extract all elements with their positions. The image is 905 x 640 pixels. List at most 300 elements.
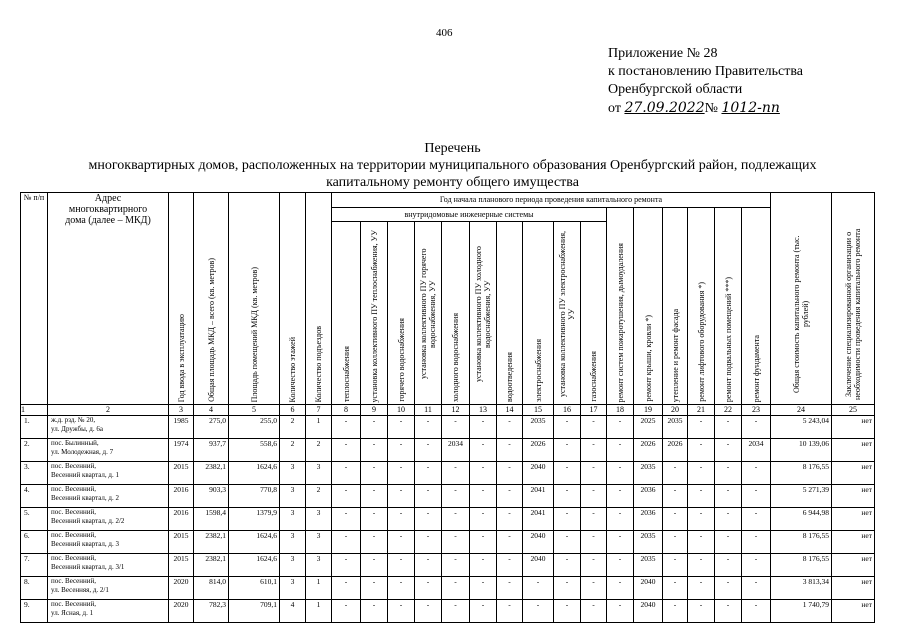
column-number: 6 bbox=[280, 405, 306, 416]
row-hot-water-meter: - bbox=[415, 462, 442, 485]
row-cold-water: - bbox=[442, 416, 470, 439]
row-cold-water-meter: - bbox=[470, 508, 497, 531]
row-heating-meter: - bbox=[361, 485, 388, 508]
row-basement: - bbox=[715, 554, 742, 577]
column-number: 25 bbox=[832, 405, 875, 416]
column-number: 19 bbox=[634, 405, 663, 416]
row-heating: - bbox=[332, 439, 361, 462]
row-premises-area: 558,6 bbox=[229, 439, 280, 462]
column-number-row bbox=[21, 405, 875, 416]
row-total-area: 1598,4 bbox=[194, 508, 229, 531]
row-address bbox=[48, 416, 169, 439]
row-premises-area: 1624,6 bbox=[229, 554, 280, 577]
row-basement: - bbox=[715, 531, 742, 554]
row-roof: 2035 bbox=[634, 462, 663, 485]
row-foundation: - bbox=[742, 485, 771, 508]
row-cold-water: - bbox=[442, 462, 470, 485]
row-fire: - bbox=[607, 462, 634, 485]
row-heating-meter: - bbox=[361, 439, 388, 462]
appendix-block bbox=[608, 45, 803, 118]
column-number: 20 bbox=[663, 405, 688, 416]
row-hot-water-meter: - bbox=[415, 577, 442, 600]
row-entrances: 2 bbox=[306, 485, 332, 508]
row-total-area: 814,0 bbox=[194, 577, 229, 600]
row-electricity: 2041 bbox=[523, 508, 554, 531]
row-conclusion: нет bbox=[832, 462, 875, 485]
appendix-line3: Оренбургской области bbox=[608, 82, 743, 97]
appendix-date: 27.09.2022 bbox=[624, 100, 705, 116]
row-conclusion: нет bbox=[832, 485, 875, 508]
row-foundation: - bbox=[742, 531, 771, 554]
row-hot-water-meter: - bbox=[415, 416, 442, 439]
document-title bbox=[20, 140, 885, 191]
table-row bbox=[21, 600, 875, 623]
row-entrances: 3 bbox=[306, 508, 332, 531]
row-electricity: 2026 bbox=[523, 439, 554, 462]
row-roof: 2035 bbox=[634, 531, 663, 554]
row-fire: - bbox=[607, 600, 634, 623]
column-number: 4 bbox=[194, 405, 229, 416]
row-floors: 4 bbox=[280, 600, 306, 623]
row-heating-meter: - bbox=[361, 577, 388, 600]
row-foundation: - bbox=[742, 554, 771, 577]
header-premises-area: Площадь помещений МКД (кв. метров) bbox=[229, 193, 280, 405]
row-cold-water-meter: - bbox=[470, 531, 497, 554]
row-fire: - bbox=[607, 531, 634, 554]
row-premises-area: 709,1 bbox=[229, 600, 280, 623]
row-facade: - bbox=[663, 600, 688, 623]
row-foundation: - bbox=[742, 600, 771, 623]
row-heating: - bbox=[332, 600, 361, 623]
row-cold-water: - bbox=[442, 508, 470, 531]
column-number: 12 bbox=[442, 405, 470, 416]
row-premises-area: 255,0 bbox=[229, 416, 280, 439]
header-gas: газоснабжения bbox=[581, 222, 607, 405]
row-conclusion: нет bbox=[832, 600, 875, 623]
row-total-area: 275,0 bbox=[194, 416, 229, 439]
row-sewerage: - bbox=[497, 485, 523, 508]
row-heating: - bbox=[332, 577, 361, 600]
address-line2: Весенний квартал, д. 3 bbox=[51, 540, 119, 548]
row-elevator: - bbox=[688, 577, 715, 600]
row-gas: - bbox=[581, 600, 607, 623]
column-number: 1 bbox=[21, 405, 48, 416]
row-electricity-meter: - bbox=[554, 577, 581, 600]
header-cold-water-meter: установка коллективного ПУ холодного водоснабжения, УУ bbox=[470, 222, 497, 405]
address-line2: ул. Молодежная, д. 7 bbox=[51, 448, 114, 456]
row-electricity: 2040 bbox=[523, 462, 554, 485]
row-roof: 2036 bbox=[634, 485, 663, 508]
header-period-group: Год начала планового периода проведения капитального ремонта bbox=[332, 193, 771, 208]
row-gas: - bbox=[581, 485, 607, 508]
row-hot-water: - bbox=[388, 577, 415, 600]
row-cost: 6 944,98 bbox=[771, 508, 832, 531]
row-gas: - bbox=[581, 508, 607, 531]
row-fire: - bbox=[607, 554, 634, 577]
row-elevator: - bbox=[688, 531, 715, 554]
address-line2: ул. Весенняя, д. 2/1 bbox=[51, 586, 109, 594]
row-address bbox=[48, 600, 169, 623]
row-electricity: - bbox=[523, 600, 554, 623]
row-sewerage: - bbox=[497, 531, 523, 554]
row-roof: 2035 bbox=[634, 554, 663, 577]
row-facade: 2035 bbox=[663, 416, 688, 439]
address-line2: ул. Ясная, д. 1 bbox=[51, 609, 94, 617]
row-entrances: 2 bbox=[306, 439, 332, 462]
column-number: 14 bbox=[497, 405, 523, 416]
row-facade: - bbox=[663, 462, 688, 485]
row-conclusion: нет bbox=[832, 577, 875, 600]
row-cold-water: 2034 bbox=[442, 439, 470, 462]
appendix-from-label: от bbox=[608, 101, 621, 116]
row-heating-meter: - bbox=[361, 554, 388, 577]
table-row bbox=[21, 416, 875, 439]
row-address bbox=[48, 508, 169, 531]
row-number: 7. bbox=[21, 554, 48, 577]
row-total-area: 937,7 bbox=[194, 439, 229, 462]
row-floors: 2 bbox=[280, 416, 306, 439]
row-hot-water: - bbox=[388, 600, 415, 623]
row-electricity: 2040 bbox=[523, 554, 554, 577]
header-foundation: ремонт фундамента bbox=[742, 208, 771, 405]
row-floors: 3 bbox=[280, 508, 306, 531]
row-cost: 8 176,55 bbox=[771, 462, 832, 485]
title-line1: Перечень bbox=[424, 141, 481, 156]
row-basement: - bbox=[715, 485, 742, 508]
row-total-area: 2382,1 bbox=[194, 554, 229, 577]
row-heating-meter: - bbox=[361, 416, 388, 439]
header-cost: Общая стоимость капитального ремонта (тыс. рублей) bbox=[771, 193, 832, 405]
address-line2: ул. Дружбы, д. 6а bbox=[51, 425, 103, 433]
row-total-area: 2382,1 bbox=[194, 531, 229, 554]
appendix-number: 1012-пп bbox=[721, 100, 780, 116]
row-cold-water-meter: - bbox=[470, 577, 497, 600]
row-premises-area: 1624,6 bbox=[229, 531, 280, 554]
row-number: 1. bbox=[21, 416, 48, 439]
row-hot-water: - bbox=[388, 439, 415, 462]
row-foundation: - bbox=[742, 416, 771, 439]
row-cold-water-meter: - bbox=[470, 462, 497, 485]
address-line2: Весенний квартал, д. 1 bbox=[51, 471, 119, 479]
row-number: 8. bbox=[21, 577, 48, 600]
address-line1: пос. Былинный, bbox=[51, 439, 99, 447]
appendix-date-line bbox=[608, 99, 803, 118]
row-year: 2015 bbox=[169, 462, 194, 485]
row-sewerage: - bbox=[497, 439, 523, 462]
row-sewerage: - bbox=[497, 600, 523, 623]
column-number: 17 bbox=[581, 405, 607, 416]
row-sewerage: - bbox=[497, 554, 523, 577]
row-address bbox=[48, 577, 169, 600]
row-basement: - bbox=[715, 600, 742, 623]
appendix-line2: к постановлению Правительства bbox=[608, 64, 804, 79]
row-cost: 5 243,04 bbox=[771, 416, 832, 439]
row-cost: 5 271,39 bbox=[771, 485, 832, 508]
header-systems-group: внутридомовые инженерные системы bbox=[332, 208, 607, 222]
header-facade: утепление и ремонт фасада bbox=[663, 208, 688, 405]
row-conclusion: нет bbox=[832, 416, 875, 439]
row-conclusion: нет bbox=[832, 508, 875, 531]
row-gas: - bbox=[581, 439, 607, 462]
row-elevator: - bbox=[688, 439, 715, 462]
row-hot-water-meter: - bbox=[415, 485, 442, 508]
row-number: 2. bbox=[21, 439, 48, 462]
row-elevator: - bbox=[688, 600, 715, 623]
row-gas: - bbox=[581, 531, 607, 554]
row-floors: 3 bbox=[280, 531, 306, 554]
table-row bbox=[21, 508, 875, 531]
row-cold-water-meter: - bbox=[470, 439, 497, 462]
header-roof: ремонт крыши, кровли *) bbox=[634, 208, 663, 405]
row-roof: 2026 bbox=[634, 439, 663, 462]
row-year: 2015 bbox=[169, 554, 194, 577]
row-fire: - bbox=[607, 577, 634, 600]
row-address bbox=[48, 485, 169, 508]
row-number: 5. bbox=[21, 508, 48, 531]
row-year: 1985 bbox=[169, 416, 194, 439]
table-row bbox=[21, 577, 875, 600]
row-gas: - bbox=[581, 554, 607, 577]
header-year: Год ввода в эксплуатацию bbox=[169, 193, 194, 405]
row-heating: - bbox=[332, 554, 361, 577]
row-electricity-meter: - bbox=[554, 485, 581, 508]
address-line2: Весенний квартал, д. 2 bbox=[51, 494, 119, 502]
row-elevator: - bbox=[688, 485, 715, 508]
column-number: 21 bbox=[688, 405, 715, 416]
row-entrances: 1 bbox=[306, 600, 332, 623]
row-cold-water-meter: - bbox=[470, 485, 497, 508]
row-foundation: - bbox=[742, 508, 771, 531]
row-premises-area: 1379,9 bbox=[229, 508, 280, 531]
header-heating: теплоснабжения bbox=[332, 222, 361, 405]
row-conclusion: нет bbox=[832, 439, 875, 462]
column-number: 24 bbox=[771, 405, 832, 416]
row-number: 3. bbox=[21, 462, 48, 485]
row-cost: 1 740,79 bbox=[771, 600, 832, 623]
row-sewerage: - bbox=[497, 577, 523, 600]
row-address bbox=[48, 531, 169, 554]
row-hot-water: - bbox=[388, 416, 415, 439]
address-line1: пос. Весенний, bbox=[51, 485, 97, 493]
row-roof: 2036 bbox=[634, 508, 663, 531]
row-heating: - bbox=[332, 531, 361, 554]
address-line1: пос. Весенний, bbox=[51, 531, 97, 539]
row-roof: 2040 bbox=[634, 577, 663, 600]
column-number: 22 bbox=[715, 405, 742, 416]
header-hot-water-meter: установка коллективного ПУ горячего водоснабжения, УУ bbox=[415, 222, 442, 405]
row-basement: - bbox=[715, 439, 742, 462]
column-number: 3 bbox=[169, 405, 194, 416]
header-hot-water: горячего водоснабжения bbox=[388, 222, 415, 405]
row-heating-meter: - bbox=[361, 462, 388, 485]
header-electricity-meter: установка коллективного ПУ электроснабжения, УУ bbox=[554, 222, 581, 405]
row-fire: - bbox=[607, 508, 634, 531]
row-electricity-meter: - bbox=[554, 416, 581, 439]
row-basement: - bbox=[715, 416, 742, 439]
row-sewerage: - bbox=[497, 508, 523, 531]
row-electricity: - bbox=[523, 577, 554, 600]
row-cold-water: - bbox=[442, 485, 470, 508]
row-foundation: - bbox=[742, 577, 771, 600]
row-gas: - bbox=[581, 462, 607, 485]
row-cold-water-meter: - bbox=[470, 416, 497, 439]
row-elevator: - bbox=[688, 416, 715, 439]
row-entrances: 3 bbox=[306, 554, 332, 577]
row-year: 2020 bbox=[169, 600, 194, 623]
row-facade: - bbox=[663, 508, 688, 531]
row-basement: - bbox=[715, 508, 742, 531]
table-row bbox=[21, 531, 875, 554]
row-heating-meter: - bbox=[361, 600, 388, 623]
row-elevator: - bbox=[688, 554, 715, 577]
row-hot-water: - bbox=[388, 508, 415, 531]
title-line2: многоквартирных домов, расположенных на территории муниципального образования Оренбургский район, подлежащих bbox=[88, 158, 817, 173]
row-number: 4. bbox=[21, 485, 48, 508]
row-entrances: 1 bbox=[306, 416, 332, 439]
row-entrances: 3 bbox=[306, 531, 332, 554]
row-basement: - bbox=[715, 462, 742, 485]
appendix-line1: Приложение № 28 bbox=[608, 46, 718, 61]
row-roof: 2025 bbox=[634, 416, 663, 439]
row-elevator: - bbox=[688, 462, 715, 485]
header-entrances: Количество подъездов bbox=[306, 193, 332, 405]
row-year: 1974 bbox=[169, 439, 194, 462]
header-basement: ремонт подвальных помещений ***) bbox=[715, 208, 742, 405]
header-fire: ремонт систем пожаротушения, дымоудаления bbox=[607, 208, 634, 405]
row-electricity-meter: - bbox=[554, 554, 581, 577]
row-entrances: 3 bbox=[306, 462, 332, 485]
row-roof: 2040 bbox=[634, 600, 663, 623]
row-cold-water: - bbox=[442, 531, 470, 554]
row-number: 9. bbox=[21, 600, 48, 623]
row-facade: - bbox=[663, 577, 688, 600]
column-number: 23 bbox=[742, 405, 771, 416]
header-sewerage: водоотведения bbox=[497, 222, 523, 405]
row-electricity: 2041 bbox=[523, 485, 554, 508]
column-number: 8 bbox=[332, 405, 361, 416]
address-line1: пос. Весенний, bbox=[51, 600, 97, 608]
row-address bbox=[48, 439, 169, 462]
table-row bbox=[21, 485, 875, 508]
row-cold-water: - bbox=[442, 600, 470, 623]
row-heating: - bbox=[332, 416, 361, 439]
row-floors: 3 bbox=[280, 554, 306, 577]
row-floors: 3 bbox=[280, 485, 306, 508]
row-year: 2015 bbox=[169, 531, 194, 554]
column-number: 18 bbox=[607, 405, 634, 416]
row-sewerage: - bbox=[497, 416, 523, 439]
row-hot-water-meter: - bbox=[415, 439, 442, 462]
row-year: 2016 bbox=[169, 485, 194, 508]
column-number: 10 bbox=[388, 405, 415, 416]
row-hot-water-meter: - bbox=[415, 600, 442, 623]
row-cost: 10 139,06 bbox=[771, 439, 832, 462]
table-row bbox=[21, 554, 875, 577]
column-number: 15 bbox=[523, 405, 554, 416]
page-number: 406 bbox=[436, 27, 453, 39]
row-address bbox=[48, 554, 169, 577]
address-line1: ж.д. рзд. № 20, bbox=[51, 416, 96, 424]
column-number: 16 bbox=[554, 405, 581, 416]
row-hot-water: - bbox=[388, 485, 415, 508]
row-hot-water-meter: - bbox=[415, 554, 442, 577]
row-premises-area: 1624,6 bbox=[229, 462, 280, 485]
row-electricity-meter: - bbox=[554, 508, 581, 531]
header-heating-meter: установка коллективного ПУ теплоснабжения, УУ bbox=[361, 222, 388, 405]
row-cost: 3 813,34 bbox=[771, 577, 832, 600]
row-cold-water: - bbox=[442, 554, 470, 577]
row-gas: - bbox=[581, 577, 607, 600]
row-foundation: 2034 bbox=[742, 439, 771, 462]
row-conclusion: нет bbox=[832, 554, 875, 577]
row-total-area: 2382,1 bbox=[194, 462, 229, 485]
row-floors: 3 bbox=[280, 577, 306, 600]
row-fire: - bbox=[607, 485, 634, 508]
row-heating: - bbox=[332, 462, 361, 485]
address-line2: Весенний квартал, д. 2/2 bbox=[51, 517, 125, 525]
row-electricity: 2040 bbox=[523, 531, 554, 554]
row-electricity-meter: - bbox=[554, 439, 581, 462]
address-line1: пос. Весенний, bbox=[51, 462, 97, 470]
row-premises-area: 610,1 bbox=[229, 577, 280, 600]
row-floors: 2 bbox=[280, 439, 306, 462]
row-entrances: 1 bbox=[306, 577, 332, 600]
row-electricity-meter: - bbox=[554, 531, 581, 554]
row-sewerage: - bbox=[497, 462, 523, 485]
header-total-area: Общая площадь МКД – всего (кв. метров) bbox=[194, 193, 229, 405]
column-number: 9 bbox=[361, 405, 388, 416]
column-number: 5 bbox=[229, 405, 280, 416]
column-number: 13 bbox=[470, 405, 497, 416]
appendix-number-sign: № bbox=[704, 101, 718, 116]
row-cost: 8 176,55 bbox=[771, 531, 832, 554]
row-address bbox=[48, 462, 169, 485]
row-elevator: - bbox=[688, 508, 715, 531]
row-hot-water-meter: - bbox=[415, 508, 442, 531]
address-line1: пос. Весенний, bbox=[51, 508, 97, 516]
header-cold-water: холодного водоснабжения bbox=[442, 222, 470, 405]
row-facade: 2026 bbox=[663, 439, 688, 462]
header-address: Адрес многоквартирного дома (далее – МКД) bbox=[48, 193, 169, 405]
row-number: 6. bbox=[21, 531, 48, 554]
row-fire: - bbox=[607, 439, 634, 462]
header-conclusion: Заключение специализированной организации о необходимости проведения капитального ремонта bbox=[832, 193, 875, 405]
row-cold-water-meter: - bbox=[470, 600, 497, 623]
row-cold-water-meter: - bbox=[470, 554, 497, 577]
column-number: 7 bbox=[306, 405, 332, 416]
column-number: 2 bbox=[48, 405, 169, 416]
row-cost: 8 176,55 bbox=[771, 554, 832, 577]
row-electricity: 2035 bbox=[523, 416, 554, 439]
row-heating: - bbox=[332, 508, 361, 531]
header-electricity: электроснабжения bbox=[523, 222, 554, 405]
row-total-area: 782,3 bbox=[194, 600, 229, 623]
row-facade: - bbox=[663, 554, 688, 577]
row-foundation: - bbox=[742, 462, 771, 485]
row-hot-water: - bbox=[388, 462, 415, 485]
row-heating: - bbox=[332, 485, 361, 508]
houses-table bbox=[20, 192, 875, 623]
row-fire: - bbox=[607, 416, 634, 439]
row-heating-meter: - bbox=[361, 508, 388, 531]
header-num: № п/п bbox=[21, 193, 48, 405]
header-elevator: ремонт лифтового оборудования *) bbox=[688, 208, 715, 405]
row-year: 2020 bbox=[169, 577, 194, 600]
row-electricity-meter: - bbox=[554, 600, 581, 623]
column-number: 11 bbox=[415, 405, 442, 416]
table-row bbox=[21, 462, 875, 485]
row-hot-water-meter: - bbox=[415, 531, 442, 554]
